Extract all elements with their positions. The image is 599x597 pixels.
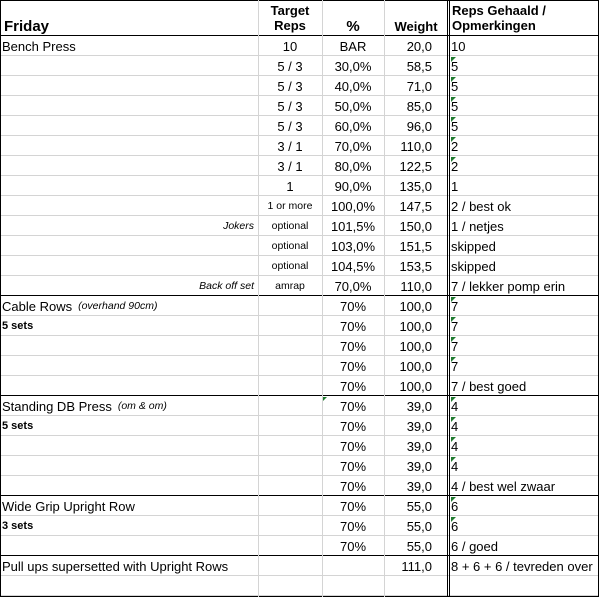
- exercise-name: Wide Grip Upright Row: [2, 498, 135, 514]
- percent-value: 70%: [339, 298, 367, 314]
- percent-value: 70%: [339, 538, 367, 554]
- percent-value: 60,0%: [334, 118, 372, 134]
- exercise-name: Pull ups supersetted with Upright Rows: [2, 558, 229, 574]
- header-weight: Weight: [394, 19, 438, 34]
- notes-value: skipped: [451, 238, 496, 254]
- notes-value: 4: [451, 458, 459, 474]
- target-reps: 1: [286, 178, 294, 194]
- weight-value: 58,5: [406, 58, 432, 74]
- target-reps: 10: [282, 38, 298, 54]
- weight-value: 110,0: [400, 278, 432, 294]
- percent-value: 70%: [339, 318, 367, 334]
- percent-value: 70%: [339, 498, 367, 514]
- exercise-name: Cable Rows: [2, 298, 73, 314]
- weight-value: 100,0: [399, 378, 432, 394]
- percent-value: 70,0%: [334, 138, 372, 154]
- weight-value: 147,5: [399, 198, 432, 214]
- percent-value: 70,0%: [334, 278, 372, 294]
- notes-value: skipped: [451, 258, 496, 274]
- weight-value: 100,0: [399, 298, 432, 314]
- weight-value: 71,0: [406, 78, 432, 94]
- target-reps: optional: [271, 220, 309, 232]
- sets-count: 5 sets: [2, 320, 34, 332]
- weight-value: 100,0: [399, 358, 432, 374]
- notes-value: 7 / best goed: [451, 378, 527, 394]
- percent-value: 104,5%: [330, 258, 376, 274]
- notes-value: 7: [451, 318, 459, 334]
- header-notes: Reps Gehaald / Opmerkingen: [452, 3, 546, 33]
- header-day: Friday: [4, 18, 50, 35]
- notes-value: 7: [451, 298, 459, 314]
- weight-value: 20,0: [406, 38, 432, 54]
- weight-value: 55,0: [406, 538, 432, 554]
- notes-value: 6: [451, 498, 459, 514]
- percent-value: 30,0%: [334, 58, 372, 74]
- percent-value: 70%: [339, 338, 367, 354]
- target-reps: 5 / 3: [277, 78, 303, 94]
- notes-value: 5: [451, 58, 459, 74]
- notes-value: 5: [451, 118, 459, 134]
- notes-value: 1: [451, 178, 459, 194]
- percent-value: 80,0%: [334, 158, 372, 174]
- notes-value: 5: [451, 78, 459, 94]
- weight-value: 55,0: [406, 518, 432, 534]
- sets-count: 3 sets: [2, 520, 34, 532]
- notes-value: 4: [451, 398, 459, 414]
- percent-value: 100,0%: [330, 198, 376, 214]
- header-target-reps: Target Reps: [270, 3, 310, 33]
- weight-value: 100,0: [399, 318, 432, 334]
- target-reps: 3 / 1: [277, 158, 303, 174]
- column-gridline: [447, 0, 448, 597]
- target-reps: 5 / 3: [277, 118, 303, 134]
- percent-value: 101,5%: [330, 218, 376, 234]
- weight-value: 111,0: [401, 558, 432, 574]
- notes-value: 2: [451, 138, 459, 154]
- weight-value: 39,0: [406, 478, 432, 494]
- weight-value: 153,5: [399, 258, 432, 274]
- weight-value: 39,0: [406, 418, 432, 434]
- percent-value: 70%: [339, 358, 367, 374]
- percent-value: 70%: [339, 458, 367, 474]
- target-reps: 5 / 3: [277, 58, 303, 74]
- notes-value: 2 / best ok: [451, 198, 511, 214]
- notes-value: 4 / best wel zwaar: [451, 478, 556, 494]
- notes-value: 7: [451, 358, 459, 374]
- exercise-name: Bench Press: [2, 38, 76, 54]
- exercise-name: Standing DB Press: [2, 398, 112, 414]
- notes-value: 7 / lekker pomp erin: [451, 278, 566, 294]
- percent-value: 40,0%: [334, 78, 372, 94]
- target-reps: 5 / 3: [277, 98, 303, 114]
- sets-count: 5 sets: [2, 420, 34, 432]
- notes-value: 4: [451, 438, 459, 454]
- exercise-note: (overhand 90cm): [78, 300, 158, 312]
- exercise-note: (om & om): [117, 400, 167, 412]
- percent-value: 50,0%: [334, 98, 372, 114]
- percent-value: 70%: [339, 438, 367, 454]
- weight-value: 122,5: [399, 158, 432, 174]
- percent-value: 70%: [339, 418, 367, 434]
- target-reps: amrap: [275, 280, 305, 292]
- notes-value: 5: [451, 98, 459, 114]
- notes-value: 2: [451, 158, 459, 174]
- percent-value: 103,0%: [330, 238, 376, 254]
- column-gridline: [258, 0, 259, 597]
- weight-value: 151,5: [399, 238, 432, 254]
- weight-value: 39,0: [406, 438, 432, 454]
- weight-value: 100,0: [399, 338, 432, 354]
- target-reps: optional: [271, 260, 309, 272]
- notes-value: 7: [451, 338, 459, 354]
- percent-value: 70%: [339, 398, 367, 414]
- target-reps: optional: [271, 240, 309, 252]
- notes-value: 1 / netjes: [451, 218, 504, 234]
- column-gridline: [322, 0, 323, 597]
- notes-value: 4: [451, 418, 459, 434]
- set-label: Back off set: [199, 280, 254, 292]
- notes-value: 6 / goed: [451, 538, 498, 554]
- percent-value: 70%: [339, 378, 367, 394]
- weight-value: 150,0: [399, 218, 432, 234]
- notes-value: 6: [451, 518, 459, 534]
- weight-value: 135,0: [399, 178, 432, 194]
- column-gridline: [384, 0, 385, 597]
- weight-value: 55,0: [406, 498, 432, 514]
- target-reps: 3 / 1: [277, 138, 303, 154]
- column-gridline: [449, 0, 450, 597]
- target-reps: 1 or more: [267, 200, 313, 212]
- weight-value: 39,0: [406, 398, 432, 414]
- weight-value: 110,0: [400, 138, 432, 154]
- set-label: Jokers: [223, 220, 254, 232]
- notes-value: 8 + 6 + 6 / tevreden over: [451, 558, 593, 574]
- percent-value: BAR: [339, 38, 367, 54]
- percent-value: 90,0%: [334, 178, 372, 194]
- weight-value: 85,0: [406, 98, 432, 114]
- percent-value: 70%: [339, 478, 367, 494]
- header-percent: %: [346, 18, 360, 35]
- weight-value: 96,0: [406, 118, 432, 134]
- weight-value: 39,0: [406, 458, 432, 474]
- percent-value: 70%: [339, 518, 367, 534]
- notes-value: 10: [451, 38, 466, 54]
